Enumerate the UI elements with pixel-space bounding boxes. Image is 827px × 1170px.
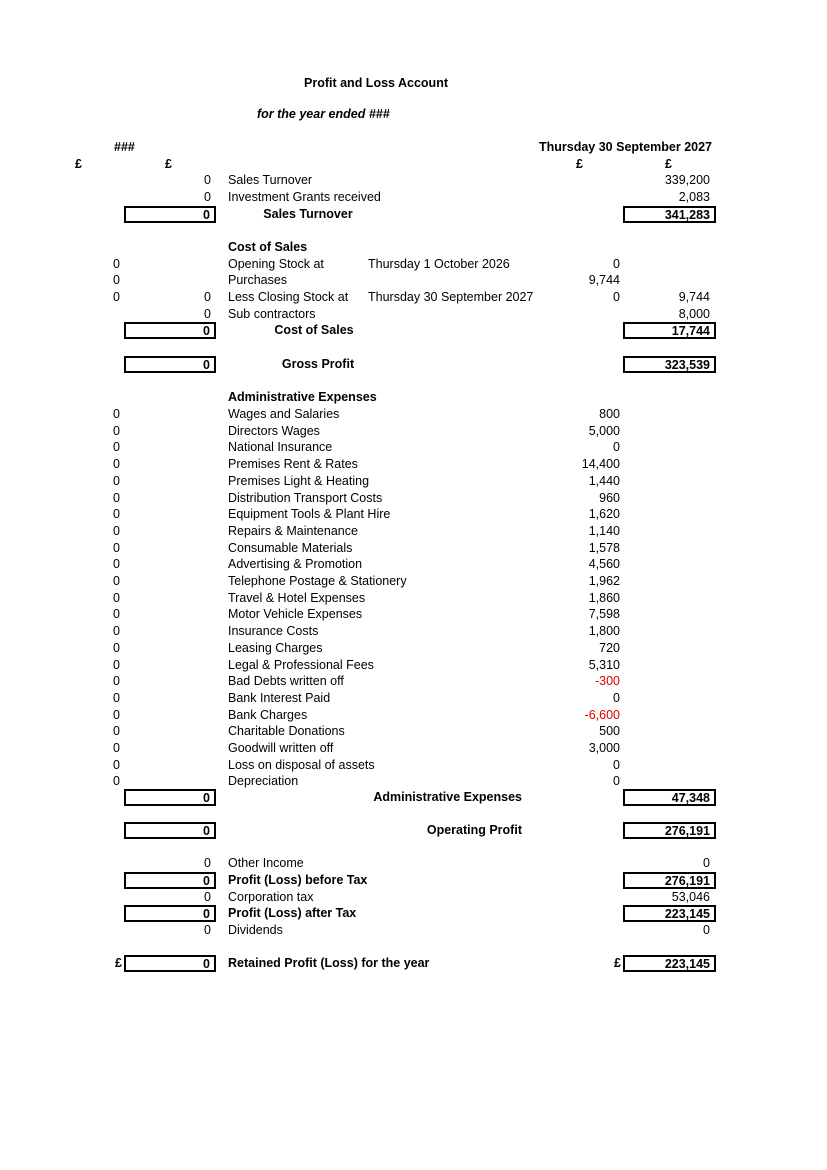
operating-profit-label: Operating Profit [426, 823, 522, 837]
sales-turnover-current: 339,200 [664, 173, 710, 187]
admin-item-prior: 0 [113, 524, 120, 538]
admin-total-current-box: 47,348 [623, 789, 716, 806]
admin-item-prior: 0 [113, 624, 120, 638]
admin-item-prior: 0 [113, 557, 120, 571]
opening-stock-date: Thursday 1 October 2026 [368, 257, 510, 271]
admin-item-prior: 0 [113, 774, 120, 788]
admin-total-label: Administrative Expenses [373, 790, 522, 804]
admin-item-value: 1,578 [588, 541, 620, 555]
sales-turnover-label: Sales Turnover [228, 173, 313, 187]
admin-item-prior: 0 [113, 724, 120, 738]
admin-item-value: 7,598 [588, 607, 620, 621]
corp-tax-prior: 0 [204, 890, 211, 904]
pbt-prior-box: 0 [124, 872, 216, 889]
subcontractors-label: Sub contractors [228, 307, 316, 321]
currency-header-current-2: £ [665, 157, 672, 171]
admin-item-value: 500 [599, 724, 620, 738]
admin-item-value: 960 [599, 491, 620, 505]
admin-item-prior: 0 [113, 440, 120, 454]
gross-profit-label: Gross Profit [281, 357, 355, 371]
gross-profit-current-box: 323,539 [623, 356, 716, 373]
admin-item-prior: 0 [113, 507, 120, 521]
opening-stock-current: 0 [613, 257, 620, 271]
admin-item-prior: 0 [113, 691, 120, 705]
opening-stock-prior: 0 [113, 257, 120, 271]
admin-item-value: 720 [599, 641, 620, 655]
dividends-prior: 0 [204, 923, 211, 937]
corp-tax-label: Corporation tax [228, 890, 314, 904]
admin-item-prior: 0 [113, 741, 120, 755]
admin-item-value: 5,000 [588, 424, 620, 438]
admin-item-label: Goodwill written off [228, 741, 334, 755]
pat-current-box: 223,145 [623, 905, 716, 922]
admin-item-value: 5,310 [588, 658, 620, 672]
admin-item-label: Directors Wages [228, 424, 320, 438]
purchases-current: 9,744 [588, 273, 620, 287]
other-income-label: Other Income [228, 856, 304, 870]
admin-item-value: 1,800 [588, 624, 620, 638]
admin-item-label: Depreciation [228, 774, 299, 788]
admin-item-label: Legal & Professional Fees [228, 658, 374, 672]
grants-current: 2,083 [678, 190, 710, 204]
admin-item-value: 1,440 [588, 474, 620, 488]
cos-total-prior-box: 0 [124, 322, 216, 339]
closing-stock-prior-b: 0 [204, 290, 211, 304]
grants-label: Investment Grants received [228, 190, 381, 204]
subcontractors-current: 8,000 [678, 307, 710, 321]
admin-item-value: -6,600 [584, 708, 620, 722]
admin-item-prior: 0 [113, 491, 120, 505]
admin-item-label: Repairs & Maintenance [228, 524, 358, 538]
admin-item-prior: 0 [113, 758, 120, 772]
page-title: Profit and Loss Account [304, 76, 448, 90]
current-period-label: Thursday 30 September 2027 [539, 140, 712, 154]
subcontractors-prior: 0 [204, 307, 211, 321]
retained-prior-box: 0 [124, 955, 216, 972]
admin-item-prior: 0 [113, 424, 120, 438]
retained-label: Retained Profit (Loss) for the year [228, 956, 430, 970]
admin-item-value: 0 [613, 758, 620, 772]
grants-prior: 0 [204, 190, 211, 204]
opening-stock-label: Opening Stock at [228, 257, 324, 271]
admin-item-label: Bad Debts written off [228, 674, 344, 688]
pbt-current-box: 276,191 [623, 872, 716, 889]
admin-item-label: Premises Rent & Rates [228, 457, 358, 471]
admin-item-label: Advertising & Promotion [228, 557, 363, 571]
admin-heading: Administrative Expenses [228, 390, 377, 404]
sales-total-label: Sales Turnover [263, 207, 353, 221]
other-income-current: 0 [703, 856, 710, 870]
admin-item-prior: 0 [113, 407, 120, 421]
operating-profit-current-box: 276,191 [623, 822, 716, 839]
admin-item-value: 0 [613, 440, 620, 454]
closing-stock-label: Less Closing Stock at [228, 290, 349, 304]
pat-label: Profit (Loss) after Tax [228, 906, 357, 920]
admin-item-label: Bank Charges [228, 708, 308, 722]
admin-item-label: Bank Interest Paid [228, 691, 331, 705]
sales-total-current-box: 341,283 [623, 206, 716, 223]
pbt-label: Profit (Loss) before Tax [228, 873, 368, 887]
admin-item-value: 800 [599, 407, 620, 421]
sales-turnover-prior: 0 [204, 173, 211, 187]
sales-total-prior-box: 0 [124, 206, 216, 223]
gross-profit-prior-box: 0 [124, 356, 216, 373]
admin-item-label: Distribution Transport Costs [228, 491, 383, 505]
admin-item-label: Premises Light & Heating [228, 474, 370, 488]
admin-item-label: Charitable Donations [228, 724, 345, 738]
admin-item-label: Equipment Tools & Plant Hire [228, 507, 391, 521]
admin-item-label: Leasing Charges [228, 641, 323, 655]
dividends-current: 0 [703, 923, 710, 937]
closing-stock-date: Thursday 30 September 2027 [368, 290, 534, 304]
purchases-prior: 0 [113, 273, 120, 287]
admin-item-label: Wages and Salaries [228, 407, 340, 421]
admin-item-value: 0 [613, 691, 620, 705]
admin-item-prior: 0 [113, 658, 120, 672]
cos-heading: Cost of Sales [228, 240, 308, 254]
admin-item-value: 1,620 [588, 507, 620, 521]
admin-item-prior: 0 [113, 574, 120, 588]
admin-item-value: 1,140 [588, 524, 620, 538]
admin-item-label: Motor Vehicle Expenses [228, 607, 363, 621]
admin-item-prior: 0 [113, 607, 120, 621]
page-subtitle: for the year ended ### [257, 107, 390, 121]
dividends-label: Dividends [228, 923, 283, 937]
admin-item-label: Travel & Hotel Expenses [228, 591, 366, 605]
operating-profit-prior-box: 0 [124, 822, 216, 839]
pat-prior-box: 0 [124, 905, 216, 922]
admin-item-value: 0 [613, 774, 620, 788]
closing-stock-subtotal: 9,744 [678, 290, 710, 304]
currency-header-current-1: £ [576, 157, 583, 171]
admin-item-value: 3,000 [588, 741, 620, 755]
admin-item-value: 4,560 [588, 557, 620, 571]
admin-item-prior: 0 [113, 641, 120, 655]
currency-header-prior-2: £ [165, 157, 172, 171]
admin-item-prior: 0 [113, 591, 120, 605]
admin-item-value: 14,400 [581, 457, 620, 471]
other-income-prior: 0 [204, 856, 211, 870]
admin-item-label: National Insurance [228, 440, 333, 454]
retained-currency-prior: £ [115, 956, 122, 970]
retained-currency-current: £ [614, 956, 621, 970]
admin-item-label: Telephone Postage & Stationery [228, 574, 407, 588]
admin-item-label: Insurance Costs [228, 624, 319, 638]
corp-tax-current: 53,046 [671, 890, 710, 904]
closing-stock-current: 0 [613, 290, 620, 304]
admin-item-value: 1,860 [588, 591, 620, 605]
cos-total-current-box: 17,744 [623, 322, 716, 339]
admin-item-prior: 0 [113, 474, 120, 488]
cos-total-label: Cost of Sales [274, 323, 354, 337]
currency-header-prior-1: £ [75, 157, 82, 171]
admin-item-label: Loss on disposal of assets [228, 758, 375, 772]
admin-item-prior: 0 [113, 708, 120, 722]
prior-period-label: ### [114, 140, 135, 154]
admin-item-value: 1,962 [588, 574, 620, 588]
purchases-label: Purchases [228, 273, 288, 287]
admin-total-prior-box: 0 [124, 789, 216, 806]
admin-item-prior: 0 [113, 541, 120, 555]
retained-current-box: 223,145 [623, 955, 716, 972]
admin-item-prior: 0 [113, 674, 120, 688]
closing-stock-prior-a: 0 [113, 290, 120, 304]
admin-item-value: -300 [594, 674, 620, 688]
admin-item-label: Consumable Materials [228, 541, 353, 555]
admin-item-prior: 0 [113, 457, 120, 471]
